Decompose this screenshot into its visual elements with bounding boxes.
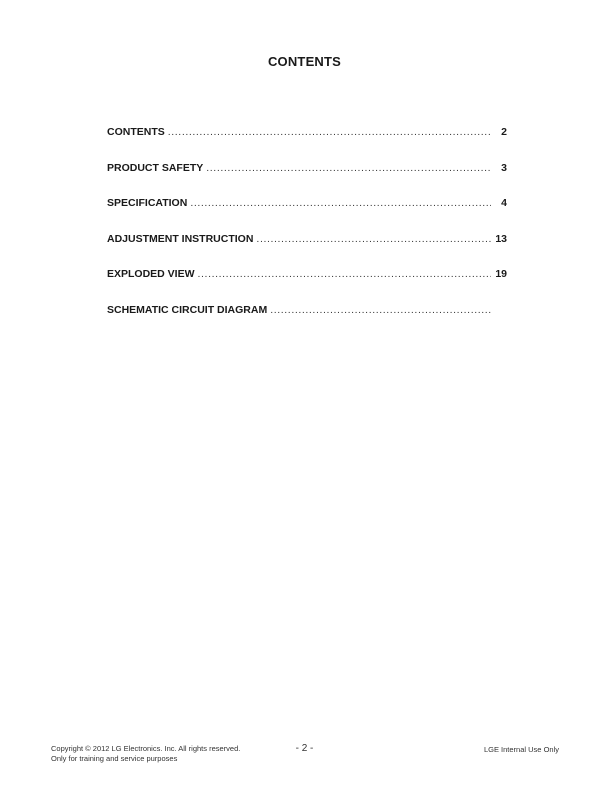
toc-entry-page: 4 — [501, 197, 507, 209]
toc-dot-leader — [256, 233, 491, 245]
toc-entry-schematic-circuit-diagram[interactable] — [107, 304, 507, 340]
toc-entry-label: EXPLODED VIEW — [107, 268, 195, 280]
toc-dot-leader — [270, 304, 491, 316]
toc-dot-leader — [206, 162, 491, 174]
toc-entry-label: PRODUCT SAFETY — [107, 161, 204, 174]
footer-training-note: Only for training and service purposes — [51, 754, 178, 763]
toc-entry-exploded-view[interactable] — [107, 268, 507, 304]
toc-entry-page: 3 — [501, 161, 507, 174]
table-of-contents — [107, 126, 507, 339]
toc-entry-label: CONTENTS — [107, 126, 165, 138]
page-title: CONTENTS — [267, 54, 342, 69]
toc-entry-label: SCHEMATIC CIRCUIT DIAGRAM — [107, 303, 268, 316]
toc-entry-specification[interactable] — [107, 197, 507, 233]
toc-entry-product-safety[interactable] — [107, 162, 507, 198]
footer-copyright: Copyright © 2012 LG Electronics. Inc. All rights reserved. — [51, 744, 241, 753]
toc-entry-adjustment-instruction[interactable] — [107, 233, 507, 269]
toc-entry-page: 19 — [495, 268, 507, 280]
toc-entry-contents[interactable] — [107, 126, 507, 162]
toc-entry-label: ADJUSTMENT INSTRUCTION — [107, 232, 254, 245]
toc-dot-leader — [168, 126, 491, 138]
toc-entry-page: 13 — [495, 232, 507, 245]
footer-internal-note: LGE Internal Use Only — [483, 745, 559, 754]
toc-entry-label: SPECIFICATION — [107, 197, 188, 209]
toc-dot-leader — [190, 197, 491, 209]
toc-dot-leader — [198, 268, 491, 280]
footer-page-number: - 2 - — [295, 743, 314, 754]
toc-entry-page: 2 — [501, 126, 507, 138]
